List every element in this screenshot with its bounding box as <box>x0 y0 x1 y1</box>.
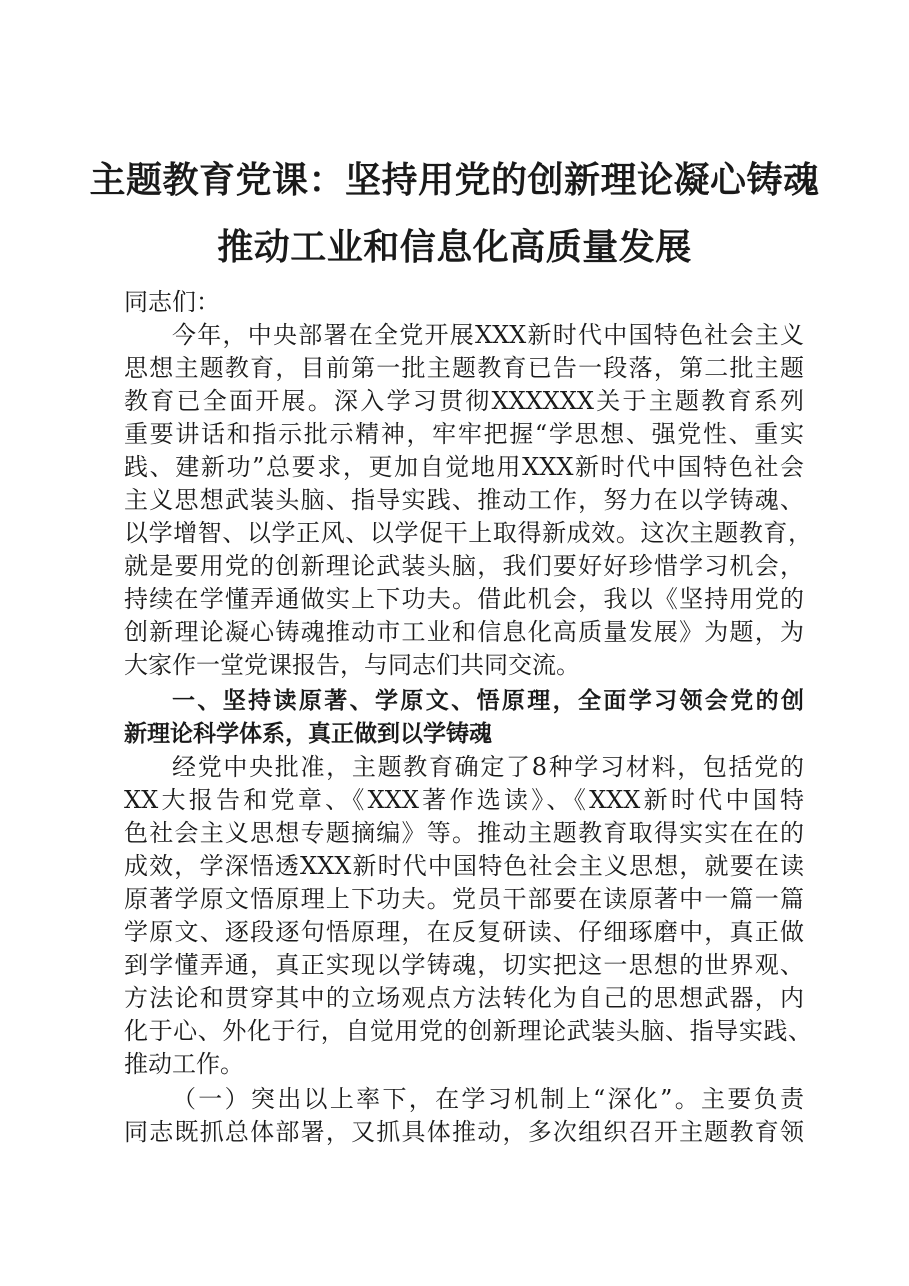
body-line: 创新理论凝心铸魂推动市工业和信息化高质量发展》为题，为 <box>124 618 804 646</box>
body-line: 今年，中央部署在全党开展XXX新时代中国特色社会主义 <box>172 321 804 349</box>
body-line: 践、建新功”总要求，更加自觉地用XXX新时代中国特色社会 <box>124 453 804 481</box>
document-title-line-2: 推动工业和信息化高质量发展 <box>217 226 692 268</box>
body-line: 主义思想武装头脑、指导实践、推动工作，努力在以学铸魂、 <box>124 486 804 514</box>
body-line: 同志既抓总体部署，又抓具体推动，多次组织召开主题教育领 <box>124 1118 804 1146</box>
body-line: 到学懂弄通，真正实现以学铸魂，切实把这一思想的世界观、 <box>124 951 804 979</box>
body-line: 推动工作。 <box>124 1050 244 1078</box>
body-line: 持续在学懂弄通做实上下功夫。借此机会，我以《坚持用党的 <box>124 585 804 613</box>
body-line: 色社会主义思想专题摘编》等。推动主题教育取得实实在在的 <box>124 819 804 847</box>
body-line: 原著学原文悟原理上下功夫。党员干部要在读原著中一篇一篇 <box>124 885 804 913</box>
body-line: 就是要用党的创新理论武装头脑，我们要好好珍惜学习机会， <box>124 552 804 580</box>
body-line: 学原文、逐段逐句悟原理，在反复研读、仔细琢磨中，真正做 <box>124 918 804 946</box>
body-line: XX大报告和党章、《XXX著作选读》、《XXX新时代中国特 <box>124 786 804 814</box>
document-title-line-1: 主题教育党课：坚持用党的创新理论凝心铸魂 <box>89 159 820 201</box>
section-heading: 新理论科学体系，真正做到以学铸魂 <box>124 721 492 747</box>
body-line: 经党中央批准，主题教育确定了8种学习材料，包括党的 <box>172 753 804 781</box>
body-line: 教育已全面开展。深入学习贯彻XXXXXX关于主题教育系列 <box>124 387 804 415</box>
body-line: 以学增智、以学正风、以学促干上取得新成效。这次主题教育， <box>124 519 812 547</box>
greeting: 同志们： <box>124 288 220 316</box>
body-line: 大家作一堂党课报告，与同志们共同交流。 <box>124 651 580 679</box>
body-line: 成效，学深悟透XXX新时代中国特色社会主义思想，就要在读 <box>124 852 804 880</box>
subsection-line: （一）突出以上率下，在学习机制上“深化”。主要负责 <box>172 1085 804 1113</box>
body-line: 化于心、外化于行，自觉用党的创新理论武装头脑、指导实践、 <box>124 1017 812 1045</box>
body-line: 方法论和贯穿其中的立场观点方法转化为自己的思想武器，内 <box>124 984 804 1012</box>
body-line: 重要讲话和指示批示精神，牢牢把握“学思想、强党性、重实 <box>124 420 804 448</box>
section-heading: 一、坚持读原著、学原文、悟原理，全面学习领会党的创 <box>172 688 804 714</box>
body-line: 思想主题教育，目前第一批主题教育已告一段落，第二批主题 <box>124 354 804 382</box>
